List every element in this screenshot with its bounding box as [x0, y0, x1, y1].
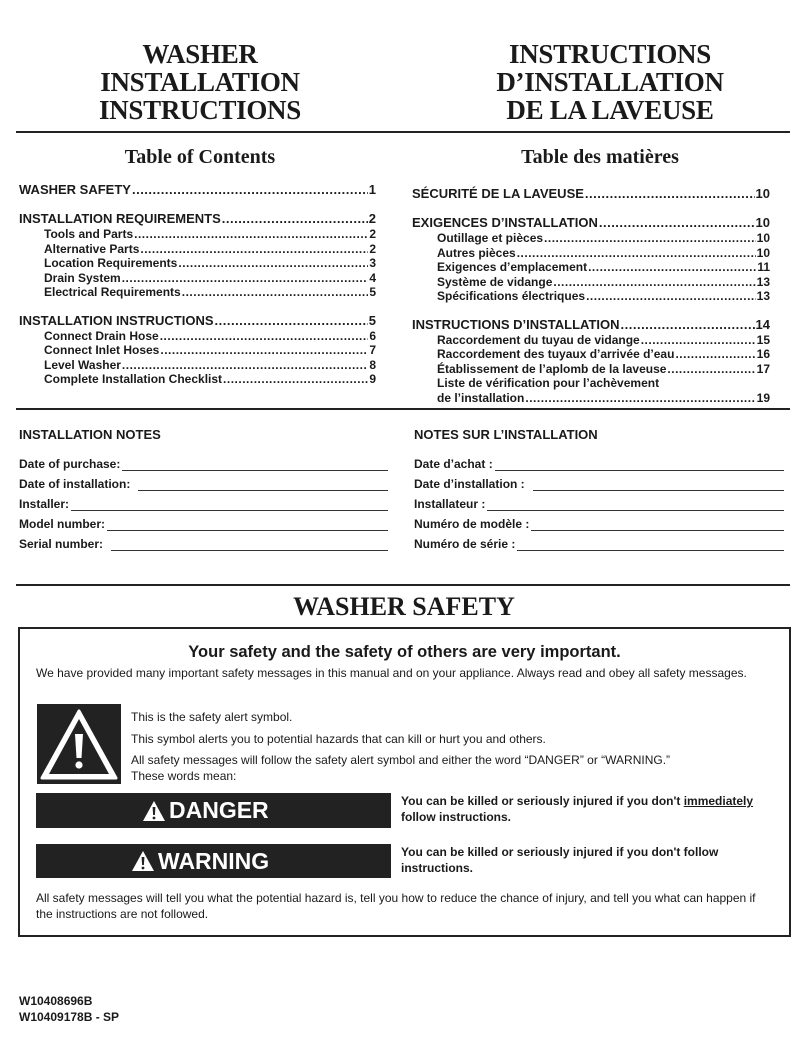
danger-signal — [36, 793, 391, 828]
toc-subentry[interactable]: Outillage et pièces ..... 10 — [412, 231, 770, 246]
alert-line-3: All safety messages will follow the safety alert symbol and either the word “DANGER” or “WARNING.” — [131, 753, 671, 767]
doc-number-2: W10409178B - SP — [19, 1010, 120, 1024]
toc-entry[interactable]: INSTRUCTIONS D’INSTALLATION ..... 14 — [412, 317, 770, 333]
toc-subentry[interactable]: Liste de vérification pour l’achèvement — [437, 376, 660, 390]
alert-line-2: This symbol alerts you to potential hazards that can kill or hurt you and others. — [131, 732, 546, 746]
toc-subentry[interactable]: Alternative Parts ..... 2 — [19, 242, 376, 257]
warning-alert-icon — [131, 850, 155, 872]
numero-modele-field[interactable]: Numéro de modèle : — [414, 515, 784, 531]
toc-entry[interactable]: SÉCURITÉ DE LA LAVEUSE ..... 10 — [412, 186, 770, 202]
model-number-field[interactable]: Model number: — [19, 515, 388, 531]
toc-subentry[interactable]: Complete Installation Checklist ..... 9 — [19, 372, 376, 387]
french-title — [455, 40, 765, 124]
toc-subentry[interactable]: Spécifications électriques ..... 13 — [412, 289, 770, 304]
english-title — [60, 40, 340, 124]
toc-subentry[interactable]: Drain System ..... 4 — [19, 271, 376, 286]
safety-intro: We have provided many important safety messages in this manual and on your appliance. Always read and obey all safety messages. — [36, 666, 747, 680]
danger-emphasis: immediately — [683, 794, 754, 808]
doc-number-1: W10408696B — [19, 994, 93, 1008]
warning-signal — [36, 844, 391, 878]
warning-triangle-icon — [37, 704, 121, 784]
date-of-purchase-field[interactable]: Date of purchase: — [19, 455, 388, 471]
warning-message: You can be killed or seriously injured if you don't follow instructions. — [401, 845, 719, 875]
installation-notes-heading: INSTALLATION NOTES — [19, 427, 161, 442]
toc-subentry[interactable]: Connect Inlet Hoses ..... 7 — [19, 343, 376, 358]
warning-label: WARNING — [158, 847, 270, 874]
french-title-line-2: D’INSTALLATION — [496, 67, 724, 97]
serial-number-field[interactable]: Serial number: — [19, 535, 388, 551]
toc-heading-fr: Table des matières — [521, 146, 679, 168]
toc-subentry[interactable]: Autres pièces ..... 10 — [412, 246, 770, 261]
installer-field[interactable]: Installer: — [19, 495, 388, 511]
french-title-line-1: INSTRUCTIONS — [509, 39, 711, 69]
english-title-line-2: INSTALLATION — [100, 67, 300, 97]
toc-subentry[interactable]: Electrical Requirements ..... 5 — [19, 285, 376, 300]
toc-entry[interactable]: WASHER SAFETY ..... 1 — [19, 182, 376, 198]
toc-subentry[interactable]: Tools and Parts ..... 2 — [19, 227, 376, 242]
date-of-installation-field[interactable]: Date of installation: — [19, 475, 388, 491]
toc-divider — [16, 408, 790, 410]
french-title-line-3: DE LA LAVEUSE — [506, 95, 714, 125]
date-achat-field[interactable]: Date d’achat : — [414, 455, 784, 471]
safety-headline: Your safety and the safety of others are very important. — [188, 643, 621, 661]
toc-subentry[interactable]: Location Requirements ..... 3 — [19, 256, 376, 271]
toc-subentry[interactable]: Raccordement des tuyaux d’arrivée d’eau ..... 16 — [412, 347, 770, 362]
toc-subentry[interactable]: Établissement de l’aplomb de la laveuse ..... 17 — [412, 362, 770, 377]
installation-notes-heading-fr: NOTES SUR L’INSTALLATION — [414, 427, 598, 442]
toc-subentry[interactable]: Raccordement du tuyau de vidange ..... 15 — [412, 333, 770, 348]
toc-entry[interactable]: INSTALLATION INSTRUCTIONS ..... 5 — [19, 313, 376, 329]
installateur-field[interactable]: Installateur : — [414, 495, 784, 511]
toc-subentry[interactable]: Système de vidange ..... 13 — [412, 275, 770, 290]
danger-label: DANGER — [169, 797, 269, 823]
english-title-line-1: WASHER — [142, 39, 258, 69]
safety-alert-icon — [37, 704, 121, 784]
danger-message: You can be killed or seriously injured if you don't immediately follow instructions. — [401, 794, 754, 824]
numero-serie-field[interactable]: Numéro de série : — [414, 535, 784, 551]
alert-line-1: This is the safety alert symbol. — [131, 710, 293, 724]
toc-heading-en: Table of Contents — [124, 146, 276, 168]
toc-subentry[interactable]: Level Washer ..... 8 — [19, 358, 376, 373]
toc-en — [19, 182, 376, 387]
toc-subentry[interactable]: Exigences d’emplacement ..... 11 — [412, 260, 770, 275]
safety-footer: All safety messages will tell you what the potential hazard is, tell you how to reduce the chance of injury, and tell you what can happen if the instructions are not followed. — [36, 891, 756, 921]
english-title-line-3: INSTRUCTIONS — [99, 95, 301, 125]
date-installation-field-fr[interactable]: Date d’installation : — [414, 475, 784, 491]
toc-subentry[interactable]: Connect Drain Hose ..... 6 — [19, 329, 376, 344]
title-divider — [16, 131, 790, 133]
washer-safety-title: WASHER SAFETY — [293, 592, 515, 621]
toc-subentry[interactable]: de l’installation ..... 19 — [412, 391, 770, 406]
toc-entry[interactable]: EXIGENCES D’INSTALLATION ..... 10 — [412, 215, 770, 231]
toc-fr — [412, 186, 770, 405]
danger-alert-icon — [142, 800, 166, 822]
notes-divider — [16, 584, 790, 586]
toc-entry[interactable]: INSTALLATION REQUIREMENTS ..... 2 — [19, 211, 376, 227]
alert-line-4: These words mean: — [131, 769, 237, 783]
